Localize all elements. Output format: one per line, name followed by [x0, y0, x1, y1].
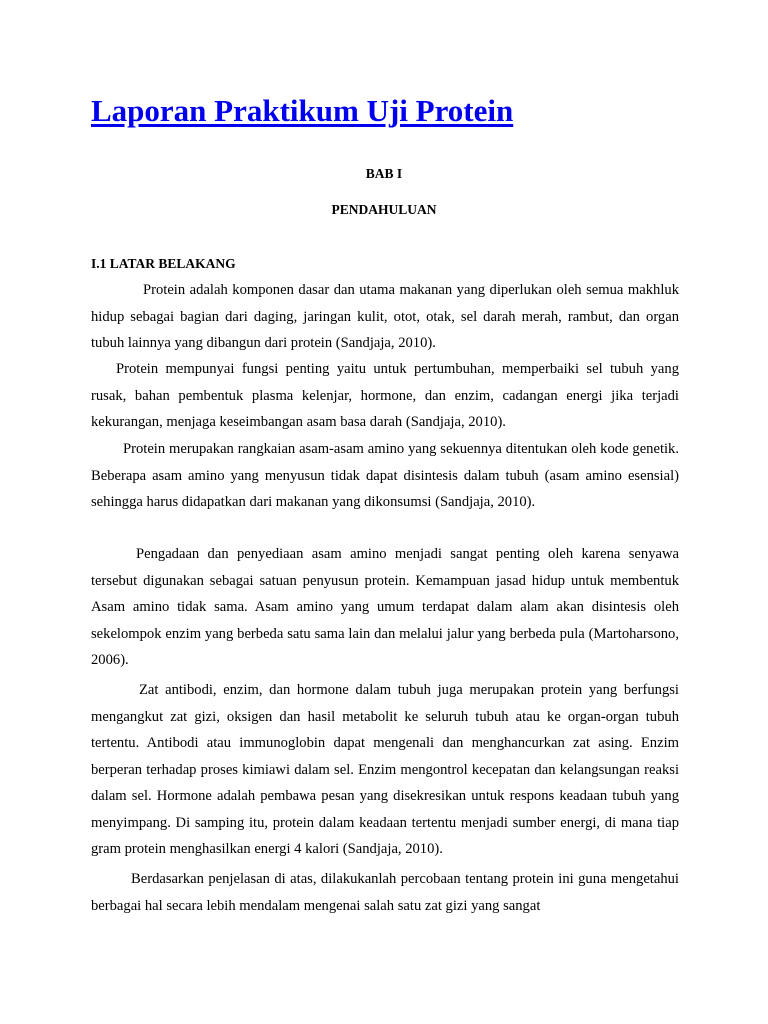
paragraph-1: Protein adalah komponen dasar dan utama makanan yang diperlukan oleh semua makhluk hidup sebagai bagian dari daging, jaringan kulit, otot, otak, sel darah merah, rambut, dan organ tubuh lainnya yang dibangun dari protein (Sandjaja, 2010). [91, 282, 679, 351]
paragraph-4: Pengadaan dan penyediaan asam amino menjadi sangat penting oleh karena senyawa tersebut digunakan sebagai satuan penyusun protein. Kemampuan jasad hidup untuk membentuk Asam amino tidak sama. Asam amino yang umum terdapat dalam alam akan disintesis oleh sekelompok enzim yang berbeda satu sama lain dan melalui jalur yang berbeda pula (Martoharsono, 2006). [91, 546, 679, 668]
paragraph-5: Zat antibodi, enzim, dan hormone dalam tubuh juga merupakan protein yang berfungsi mengangkut zat gizi, oksigen dan hasil metabolit ke seluruh tubuh atau ke organ-organ tubuh tertentu. Antibodi atau immunoglobin dapat mengenali dan menghancurkan zat asing. Enzim berperan terhadap proses kimiawi dalam sel. Enzim mengontrol kecepatan dan kelangsungan reaksi dalam sel. Hormone adalah pembawa pesan yang disekresikan untuk respons keadaan tubuh yang menyimpang. Di samping itu, protein dalam keadaan tertentu menjadi sumber energi, di mana tiap gram protein menghasilkan energi 4 kalori (Sandjaja, 2010). [91, 682, 679, 857]
paragraph-6: Berdasarkan penjelasan di atas, dilakukanlah percobaan tentang protein ini guna mengetahui berbagai hal secara lebih mendalam mengenai salah satu zat gizi yang sangat [91, 871, 679, 914]
document-title-link[interactable]: Laporan Praktikum Uji Protein [91, 93, 514, 128]
paragraph-2: Protein mempunyai fungsi penting yaitu untuk pertumbuhan, memperbaiki sel tubuh yang rusak, bahan pembentuk plasma kelenjar, hormone, dan enzim, cadangan energi jika terjadi kekurangan, menjaga keseimbangan asam basa darah (Sandjaja, 2010). [91, 361, 679, 430]
section-heading: I.1 LATAR BELAKANG [91, 256, 236, 271]
chapter-title: PENDAHULUAN [331, 202, 437, 217]
paragraph-3: Protein merupakan rangkaian asam-asam amino yang sekuennya ditentukan oleh kode genetik. Beberapa asam amino yang menyusun tidak dapat disintesis dalam tubuh (asam amino esensial) sehingga harus didapatkan dari makanan yang dikonsumsi (Sandjaja, 2010). [91, 441, 679, 510]
chapter-label: BAB I [365, 166, 403, 181]
